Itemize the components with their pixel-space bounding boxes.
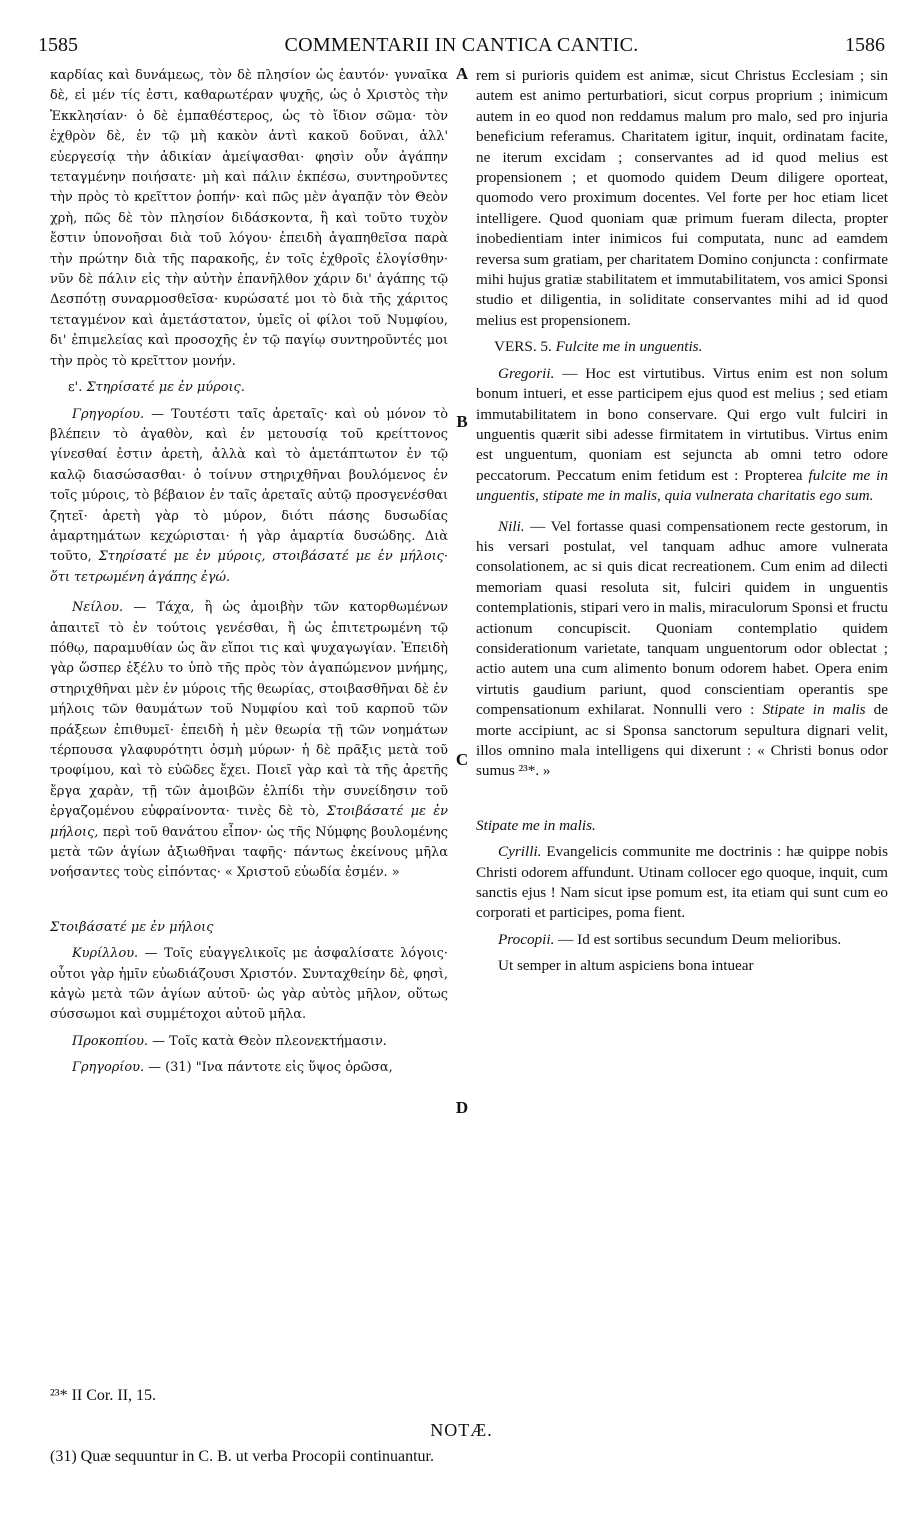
greek-verse-text: Στηρίσατέ με ἐν μύροις. xyxy=(86,380,245,396)
greek-commentary-text: — Τουτέστι ταῖς ἀρεταῖς· καὶ οὐ μόνον τὸ βλέπειν τὸ ἀγαθὸν, καὶ ἐν μετουσίᾳ τοῦ κρείττονος γίνεσθαί ἐστιν ἀρετὴ, ἀλλὰ καὶ τὸ ἀμετάπτωτον ἐν τῷ καλῷ διασώσασθαι· ὁ τοίνυν στηριχθῆναι βουλόμενος ἐν τοῖς μύροις, τὸ βέβαιον ἐν ταῖς ἀρεταῖς αὐτῷ προσγενέσθαι ζητεῖ· ἀρετὴ γὰρ τὸ μύρον, διότι πάσης δυσωδίας ἁμαρτημάτων κεχώρισται· ἡ γὰρ ἁμαρτία δυσώδης. Διὰ τοῦτο, xyxy=(50,406,448,565)
footnote: ²³* II Cor. II, 15. xyxy=(50,1387,157,1404)
latin-paragraph: Ut semper in altum aspiciens bona intuear xyxy=(498,957,754,975)
latin-commentary-text: — Vel fortasse quasi compensationem recte gestorum, in his versari postulat, vel tanquam adhuc amore vulnerata consolationem, ac si quis dicat recreationem. Cum enim ad dilecti memoriam quasi resoluta sit, fulciri quidem in unguentis contemplationis, stipari vero in malis, miraculorum Sponsi et fructu actionum concupiscit. Quoniam contemplatio quidem considerationum varietate, tanquam unguentorum odor oblectat ; actio autem una cum alimento bonum odorem habet. Opera enim virtutis gaudium pariunt, quod conscientiam operantis spe compensationum exhilarat. Nonnulli vero : xyxy=(476,517,888,719)
latin-quotation: Stipate in malis xyxy=(762,701,866,719)
greek-verse-number: ε'. xyxy=(68,380,83,396)
notes-title: NOTÆ. xyxy=(430,1420,493,1440)
running-header xyxy=(38,34,885,58)
margin-letter-b: B xyxy=(456,412,468,431)
latin-verse-text: Fulcite me in unguentis. xyxy=(555,338,703,356)
greek-quotation: Στηρίσατέ με ἐν μύροις, στοιβάσατέ με ἐν μήλοις· ὅτι τετρωμένη ἀγάπης ἐγώ. xyxy=(50,549,448,585)
latin-verse-heading: Stipate me in malis. xyxy=(476,816,596,834)
greek-commentary-text: περὶ τοῦ θανάτου εἶπον· ὡς τῆς Νύμφης βουλομένης μετὰ τῶν ἁγίων ἀξιωθῆναι ταφῆς· πάντως ἐκείνους μῆλα νοήσαντες τοὺς εἰπόντας· « Χριστοῦ εὐωδία ἐσμέν. » xyxy=(50,824,448,881)
latin-author-name: Gregorii. xyxy=(498,364,555,382)
latin-nilus-paragraph xyxy=(476,517,888,782)
greek-author-name: Κυρίλλου. xyxy=(72,946,139,962)
running-title: COMMENTARII IN CANTICA CANTIC. xyxy=(284,34,639,56)
latin-paragraph: rem si purioris quidem est animæ, sicut Christus Ecclesiam ; sin autem est animo perturbatiori, sicut corpus proprium ; inimicum autem in eo quod non reddamus malum pro malo, sed pro injuria beneficium referamus. Charitatem igitur, inquit, ordinatam facite, ne iterum excidam ; conservantes ad id quod melius est propensionem ; et quomodo quidem Deum diligere oporteat, quomodo vero proximum docentes. Vel forte per hoc etiam licet intelligere. Quod quoniam quæ primum fueram dilecta, propter inobedientiam inter inimicos fui computata, nunc ad eamdem reversa sum gratiam, per charitatem Domino conjuncta : confirmate mihi hujus gratiæ stabilitatem et immutabilitatem, vos amici Sponsi studio et diligentia, in soliditate conservantes mihi ad id quod melius est propensionem. xyxy=(476,67,889,329)
greek-gregory-paragraph xyxy=(50,405,448,589)
greek-procopius-paragraph xyxy=(50,1032,448,1052)
greek-nilus-paragraph xyxy=(50,598,448,884)
latin-commentary-text: — Id est sortibus secundum Deum melioribus. xyxy=(558,930,842,948)
latin-verse-number: VERS. 5. xyxy=(494,338,552,356)
greek-gregory-paragraph xyxy=(50,1058,448,1078)
greek-quotation: Στοιβάσατέ με ἐν μήλοις, xyxy=(50,804,448,840)
greek-cyril-paragraph xyxy=(50,944,448,1026)
greek-column xyxy=(50,66,448,1085)
greek-commentary-text: — Τάχα, ἢ ὡς ἀμοιβὴν τῶν κατορθωμένων ἀπαιτεῖ τὸ ἐν τούτοις γενέσθαι, ἢ ὡς ἐπιτετρωμένη τῷ πόθῳ, παραμυθίαν ὡς ἂν εἴποι τις καὶ ψυχαγωγίαν. Ἐπειδὴ γὰρ ὥσπερ ἐξέλυ το ὑπὸ τῆς πρὸς τὸν ἀγαπώμενον μνήμης, στηριχθῆναι μὲν ἐν μύροις τῆς θεωρίας, στοιβασθῆναι δὲ ἐν μήλοις τῶν θαυμάτων τοῦ Νυμφίου καὶ τοῦ καρποῦ τῶν πράξεων ἐπιθυμεῖ· ἐπειδὴ ἡ μὲν θεωρία τῇ τῶν νοημάτων τέρπουσα γλαφυρότητι ὀσμὴ μύρων· ἡ δὲ πρᾶξις μετὰ τοῦ τροφίμου, καὶ τὸ εὐῶδες ἔχει. Ποιεῖ γὰρ καὶ τὰ τῆς ἀρετῆς ἔργα χαρὰν, τῇ τῶν ἀμοιβῶν ἐλπίδι τὴν συνείδησιν τοῦ ἐργαζομένου εὐφραίνοντα· τινὲς δὲ τὸ, xyxy=(50,600,448,820)
page-number-right: 1586 xyxy=(845,34,885,56)
greek-author-name: Γρηγορίου. xyxy=(72,1060,145,1076)
latin-cyril-paragraph xyxy=(476,842,888,924)
greek-author-name: Γρηγορίου. xyxy=(72,406,145,422)
margin-letter-d: D xyxy=(455,1098,469,1117)
latin-commentary-text: — Hoc est virtutibus. Virtus enim est non solum bonum intueri, et esse participem ejus quod est melius ; sed etiam immutabilitatem in bono conservare. Qui ergo vult fulciri in unguentis quærit sibi adesse firmitatem in virtutibus. Virtus enim est unguentum, quoniam est sejuncta ab omni tetro odore peccatorum. Peccatum enim fetidum est : Propterea xyxy=(476,364,889,484)
greek-verse-heading: Στοιβάσατέ με ἐν μήλοις xyxy=(50,919,214,935)
greek-verse-heading xyxy=(50,378,448,398)
notes-text: (31) Quæ sequuntur in C. B. ut verba Procopii continuantur. xyxy=(50,1448,434,1465)
greek-commentary-text: — Τοῖς εὐαγγελικοῖς με ἀσφαλίσατε λόγοις· οὗτοι γὰρ ἡμῖν εὐωδιάζουσι Χριστόν. Συνταχθείην δὲ, φησὶ, κἀγὼ μετὰ τῶν ἁγίων αὐτοῦ· ὡς γὰρ αὐτὸς μῆλον, οὕτως σύσσωμοι καὶ συμμέτοχοι αὐτοῦ μῆλα. xyxy=(50,946,448,1023)
latin-gregory-paragraph xyxy=(476,364,888,507)
latin-author-name: Cyrilli. xyxy=(498,843,542,861)
greek-author-name: Προκοπίου. xyxy=(72,1033,149,1049)
greek-commentary-text: — Τοῖς κατὰ Θεὸν πλεονεκτήμασιν. xyxy=(152,1033,387,1049)
latin-commentary-text: Evangelicis communite me doctrinis : hæ quippe nobis Christi odorem affundunt. Utinam collocer ego quoque, inquit, cum sanctis ejus ! Nam sicut ipse pomum est, ita etiam qui sunt cum eo corporati et participes, poma fient. xyxy=(476,843,888,922)
latin-quotation: fulcite me in unguentis, stipate me in malis, quia vulnerata charitatis ego sum. xyxy=(476,466,888,505)
latin-verse-heading xyxy=(476,337,888,357)
latin-procopius-paragraph xyxy=(476,930,888,950)
margin-letter-c: C xyxy=(455,750,469,769)
greek-paragraph: καρδίας καὶ δυνάμεως, τὸν δὲ πλησίον ὡς ἑαυτόν· γυναῖκα δὲ, εἰ μέν τίς ἐστι, καθαρωτέραν ψυχῆς, ὡς ὁ Χριστὸς τὴν Ἐκκλησίαν· ὁ δὲ ἐμπαθέστερος, ὡς τὸ ἴδιον σῶμα· τὸν ἐχθρὸν δὲ, ἐν τῷ μὴ κακὸν ἀντὶ κακοῦ δοῦναι, ἀλλ' εὐεργεσίᾳ τὴν ἀδικίαν ἀμείψασθαι· φησὶν οὖν ἀγάπην τεταγμένην ποιήσατε· μὴ καὶ πάλιν ἐκπέσω, συντηροῦντες τὴν πρὸς τὸ κρεῖττον ῥοπήν· καὶ πῶς μὲν ἀγαπᾷν τὸν Θεὸν χρὴ, πῶς δὲ τὸν πλησίον διδάσκοντα, ἢ καὶ τοῦτο τυχὸν ἔστιν ὑπονοῆσαι διὰ τοῦ λόγου· ἐπειδὴ ἀγαπηθεῖσα παρὰ τὴν πρώτην διὰ τῆς παρακοῆς, ἐν τοῖς ἐχθροῖς ἐλογίσθην· νῦν δὲ πάλιν εἰς τὴν αὐτὴν ἐπανῆλθον χάριν δι' ἀγάπης τῷ Δεσπότῃ συναρμοσθεῖσα· κυρώσατέ μοι τὸ διὰ τῆς χάριτος τεταγμένον καὶ ἀμετάστατον, ὑμεῖς οἱ φίλοι τοῦ Νυμφίου, δι' ἐπιμελείας καὶ προσοχῆς ἐν τῷ παγίῳ συντηροῦντές μοι τὴν πρὸς τὸ κρεῖττον μονήν. xyxy=(50,68,448,369)
latin-commentary-text: de morte accipiunt, ac si Sponsa sanctorum sepultura dignari velit, illos omnino mala intelligens qui dixerunt : « Christi bonus odor sumus ²³*. » xyxy=(476,701,889,780)
greek-commentary-text: — (31) "Ινα πάντοτε εἰς ὕψος ὁρῶσα, xyxy=(148,1060,393,1076)
latin-author-name: Procopii. xyxy=(498,930,555,948)
latin-column xyxy=(476,66,888,983)
latin-author-name: Nili. xyxy=(498,517,525,535)
greek-author-name: Νείλου. xyxy=(72,600,124,616)
margin-letter-a: A xyxy=(455,64,469,83)
page-number-left: 1585 xyxy=(38,34,78,56)
